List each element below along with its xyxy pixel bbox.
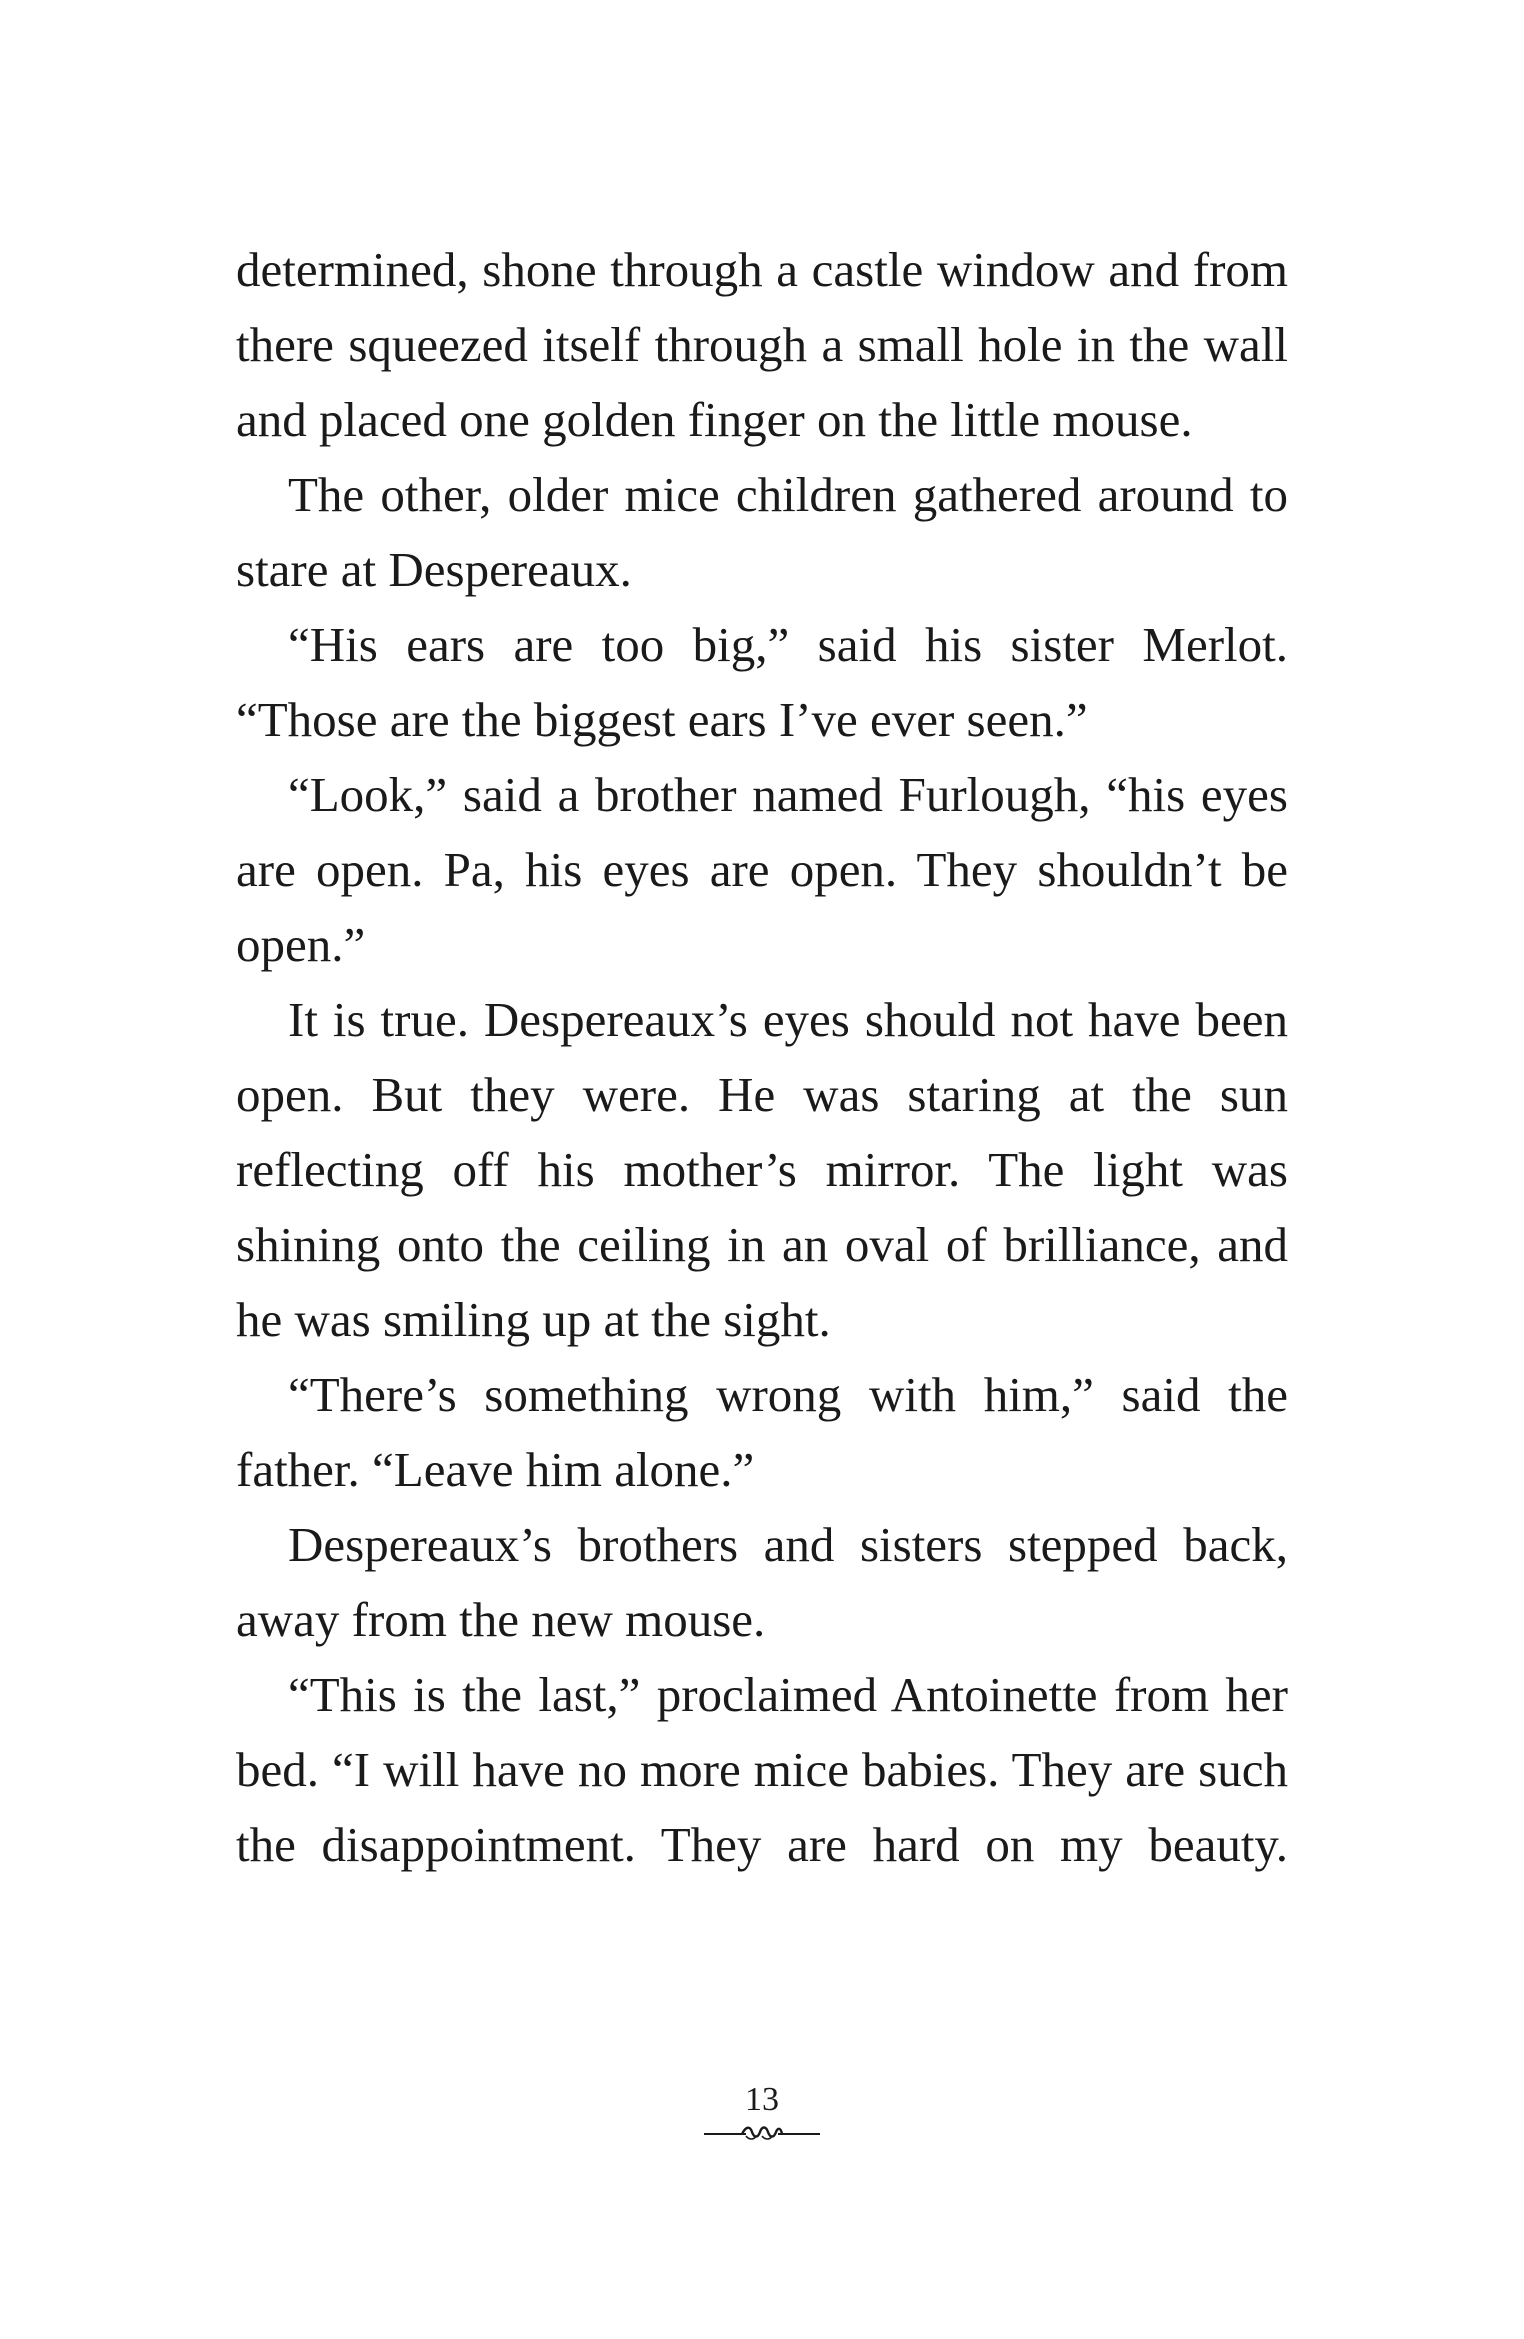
paragraph-7: Despereaux’s brothers and sisters stepped back, away from the new mouse. xyxy=(236,1517,1288,1647)
paragraph-5: It is true. Despereaux’s eyes should not have been open. But they were. He was staring at the sun reflecting off his mother’s mirror. The light was shining onto the ceiling in an oval of brilliance, and he was smiling up at the sight. xyxy=(236,992,1288,1347)
paragraph-1: determined, shone through a castle window and from there squeezed itself through a small hole in the wall and placed one golden finger on the little mouse. xyxy=(236,242,1288,447)
paragraph-8: “This is the last,” proclaimed Antoinette from her bed. “I will have no more mice babies. They are such the disappointment. They are hard on my beauty. xyxy=(236,1667,1288,1872)
paragraph-6: “There’s something wrong with him,” said the father. “Leave him alone.” xyxy=(236,1367,1288,1497)
page-number: 13 xyxy=(745,2081,779,2118)
paragraph-3: “His ears are too big,” said his sister Merlot. “Those are the biggest ears I’ve ever seen.” xyxy=(236,617,1288,747)
paragraph-4: “Look,” said a brother named Furlough, “his eyes are open. Pa, his eyes are open. They shouldn’t be open.” xyxy=(236,767,1288,972)
wave-flourish-icon xyxy=(702,2122,822,2144)
body-text xyxy=(236,232,1288,1882)
paragraph-2: The other, older mice children gathered around to stare at Despereaux. xyxy=(236,467,1288,597)
